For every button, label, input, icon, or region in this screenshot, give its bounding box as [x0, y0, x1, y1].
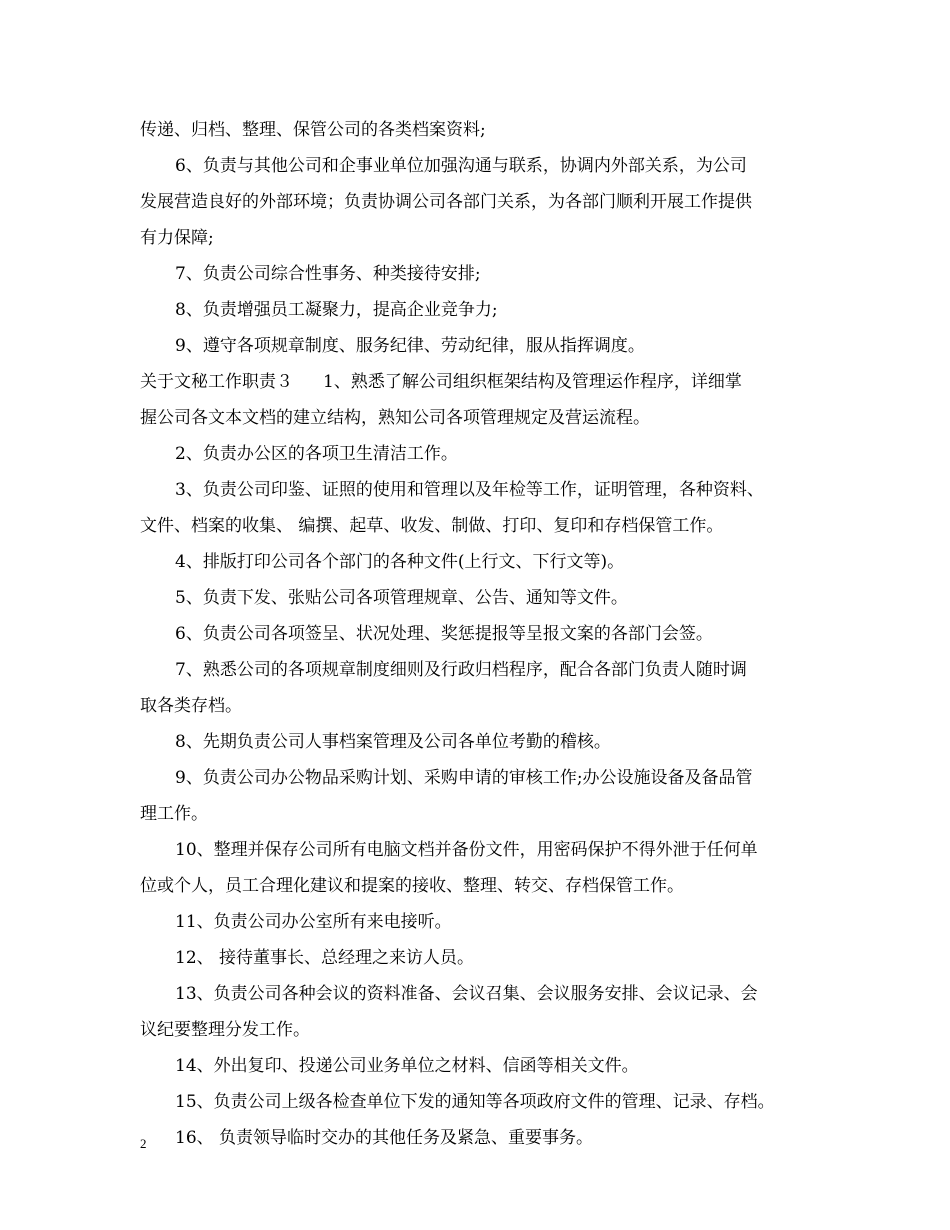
text-line — [140, 112, 830, 148]
text-line — [140, 508, 830, 544]
line-text: 7、负责公司综合性事务、种类接待安排; — [175, 264, 481, 284]
line-text: 有力保障; — [140, 228, 214, 248]
line-text: 3、负责公司印鉴、证照的使用和管理以及年检等工作，证明管理，各种资料、 — [175, 480, 764, 500]
text-line — [140, 760, 830, 796]
section-heading: 关于文秘工作职责３ — [140, 372, 293, 392]
text-line — [140, 292, 830, 328]
line-text: 文件、档案的收集、 编撰、起草、收发、制做、打印、复印和存档保管工作。 — [140, 516, 724, 536]
text-line — [140, 724, 830, 760]
page-number: 2 — [140, 1136, 147, 1151]
line-text: 8、先期负责公司人事档案管理及公司各单位考勤的稽核。 — [175, 732, 611, 752]
line-text: 传递、归档、整理、保管公司的各类档案资料; — [140, 120, 486, 140]
line-text: 11、负责公司办公室所有来电接听。 — [175, 912, 452, 932]
line-text: 15、负责公司上级各检查单位下发的通知等各项政府文件的管理、记录、存档。 — [175, 1092, 775, 1112]
line-text: 6、负责与其他公司和企事业单位加强沟通与联系，协调内外部关系，为公司 — [175, 156, 747, 176]
line-text: 5、负责下发、张贴公司各项管理规章、公告、通知等文件。 — [175, 588, 628, 608]
text-line — [140, 832, 830, 868]
text-line — [140, 1120, 830, 1156]
text-line — [140, 976, 830, 1012]
line-text: 9、负责公司办公物品采购计划、采购申请的审核工作;办公设施设备及备品管 — [175, 768, 753, 788]
text-line — [140, 580, 830, 616]
line-text: 取各类存档。 — [140, 696, 242, 716]
line-text: 12、 接待董事长、总经理之来访人员。 — [175, 948, 475, 968]
line-text: 理工作。 — [140, 804, 208, 824]
text-line — [140, 256, 830, 292]
text-line — [140, 1012, 830, 1048]
line-text: 2、负责办公区的各项卫生清洁工作。 — [175, 444, 458, 464]
text-line — [140, 544, 830, 580]
line-text: 8、负责增强员工凝聚力，提高企业竞争力; — [175, 300, 498, 320]
line-text: 9、遵守各项规章制度、服务纪律、劳动纪律，服从指挥调度。 — [175, 336, 645, 356]
line-text: 13、负责公司各种会议的资料准备、会议召集、会议服务安排、会议记录、会 — [175, 984, 758, 1004]
text-line — [140, 184, 830, 220]
line-text: 4、排版打印公司各个部门的各种文件(上行文、下行文等)。 — [175, 552, 625, 572]
text-line — [140, 904, 830, 940]
text-line — [140, 220, 830, 256]
text-line — [140, 616, 830, 652]
text-line — [140, 1084, 830, 1120]
text-line — [140, 400, 830, 436]
line-text: 议纪要整理分发工作。 — [140, 1020, 310, 1040]
text-line — [140, 328, 830, 364]
line-text: 位或个人，员工合理化建议和提案的接收、整理、转交、存档保管工作。 — [140, 876, 684, 896]
text-line — [140, 940, 830, 976]
line-text: 发展营造良好的外部环境；负责协调公司各部门关系，为各部门顺利开展工作提供 — [140, 192, 752, 212]
line-text: 1、熟悉了解公司组织框架结构及管理运作程序，详细掌 — [323, 372, 742, 392]
text-line — [140, 148, 830, 184]
line-text: 14、外出复印、投递公司业务单位之材料、信函等相关文件。 — [175, 1056, 639, 1076]
section-heading-line — [140, 364, 830, 400]
line-text: 16、 负责领导临时交办的其他任务及紧急、重要事务。 — [175, 1128, 594, 1148]
text-line — [140, 1048, 830, 1084]
line-text: 7、熟悉公司的各项规章制度细则及行政归档程序，配合各部门负责人随时调 — [175, 660, 747, 680]
text-line — [140, 796, 830, 832]
text-line — [140, 472, 830, 508]
text-line — [140, 688, 830, 724]
document-body — [140, 112, 830, 1156]
text-line — [140, 436, 830, 472]
line-text: 10、整理并保存公司所有电脑文档并备份文件，用密码保护不得外泄于任何单 — [175, 840, 758, 860]
line-text: 握公司各文本文档的建立结构，熟知公司各项管理规定及营运流程。 — [140, 408, 650, 428]
line-text: 6、负责公司各项签呈、状况处理、奖惩提报等呈报文案的各部门会签。 — [175, 624, 713, 644]
text-line — [140, 652, 830, 688]
text-line — [140, 868, 830, 904]
